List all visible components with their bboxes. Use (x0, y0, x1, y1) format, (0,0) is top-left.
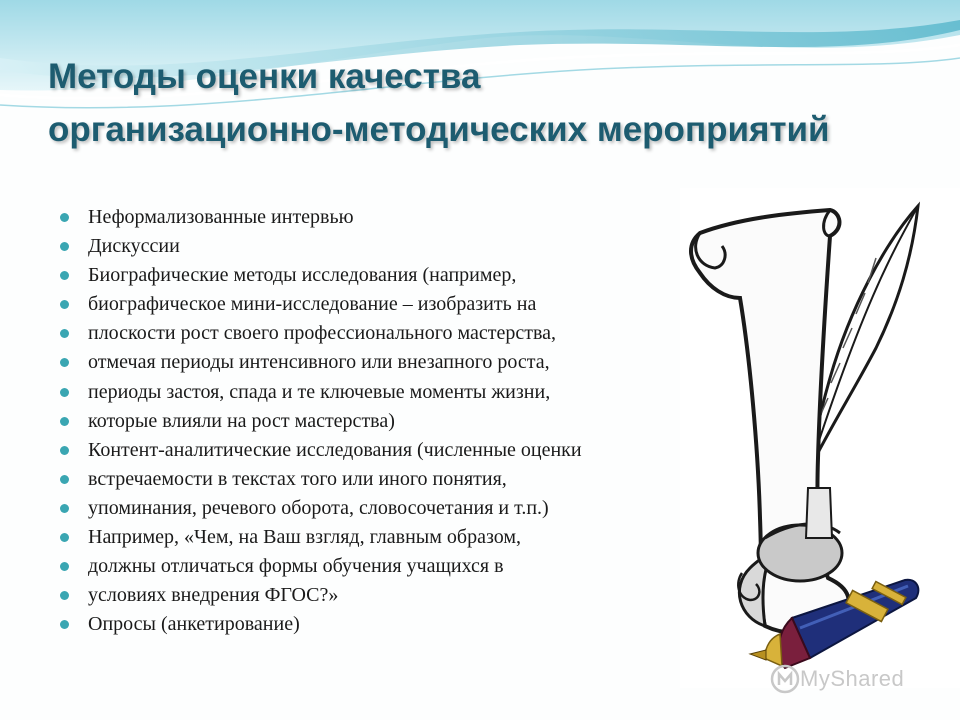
bullet-text: Например, «Чем, на Ваш взгляд, главным образом, (88, 526, 522, 549)
bullet-text: должны отличаться формы обучения учащихся в (88, 555, 504, 578)
bullet-item (60, 348, 682, 377)
bullet-dot-icon (60, 446, 69, 455)
bullet-item (60, 581, 682, 610)
bullet-dot-icon (60, 417, 69, 426)
bullet-item (60, 407, 682, 436)
bullet-item (60, 610, 682, 639)
bullet-text: упоминания, речевого оборота, словосочетания и т.п.) (88, 496, 549, 519)
scroll-quill-pen-illustration (680, 188, 960, 688)
bullet-item (60, 465, 682, 494)
bullet-dot-icon (60, 329, 69, 338)
bullet-dot-icon (60, 213, 69, 222)
bullet-item (60, 494, 682, 523)
bullet-item (60, 319, 682, 348)
bullet-dot-icon (60, 475, 69, 484)
watermark (770, 662, 960, 696)
bullet-text: плоскости рост своего профессионального мастерства, (88, 322, 557, 345)
bullet-text: периоды застоя, спада и те ключевые моменты жизни, (88, 380, 551, 403)
bullet-item (60, 436, 682, 465)
bullet-text: встречаемости в текстах того или иного понятия, (88, 467, 507, 490)
bullet-item (60, 290, 682, 319)
slide-title-line-2: организационно-методических мероприятий (48, 110, 830, 149)
bullet-item (60, 523, 682, 552)
bullet-dot-icon (60, 504, 69, 513)
bullet-dot-icon (60, 358, 69, 367)
bullet-dot-icon (60, 533, 69, 542)
bullet-text: Неформализованные интервью (88, 206, 354, 228)
bullet-item (60, 232, 682, 261)
bullet-text: условиях внедрения ФГОС?» (88, 584, 339, 607)
bullet-dot-icon (60, 242, 69, 251)
slide-title-line-1: Методы оценки качества (48, 57, 481, 96)
bullet-dot-icon (60, 300, 69, 309)
bullet-text: отмечая периоды интенсивного или внезапного роста, (88, 351, 550, 374)
bullet-text: Опросы (анкетирование) (88, 613, 300, 636)
bullet-item (60, 261, 682, 290)
bullet-item (60, 203, 682, 232)
myshared-logo-icon (770, 664, 800, 694)
bullet-text: Дискуссии (88, 235, 180, 258)
bullet-text: Контент-аналитические исследования (численные оценки (88, 438, 582, 461)
bullet-dot-icon (60, 562, 69, 571)
bullet-dot-icon (60, 388, 69, 397)
bullet-list (60, 203, 682, 643)
bullet-dot-icon (60, 591, 69, 600)
bullet-text: биографическое мини-исследование – изобразить на (88, 293, 537, 316)
bullet-text: которые влияли на рост мастерства) (88, 409, 395, 432)
bullet-item (60, 378, 682, 407)
bullet-text: Биографические методы исследования (например, (88, 264, 517, 287)
bullet-dot-icon (60, 620, 69, 629)
watermark-text: MyShared (800, 666, 905, 691)
bullet-item (60, 552, 682, 581)
bullet-dot-icon (60, 271, 69, 280)
slide-title (48, 50, 928, 156)
